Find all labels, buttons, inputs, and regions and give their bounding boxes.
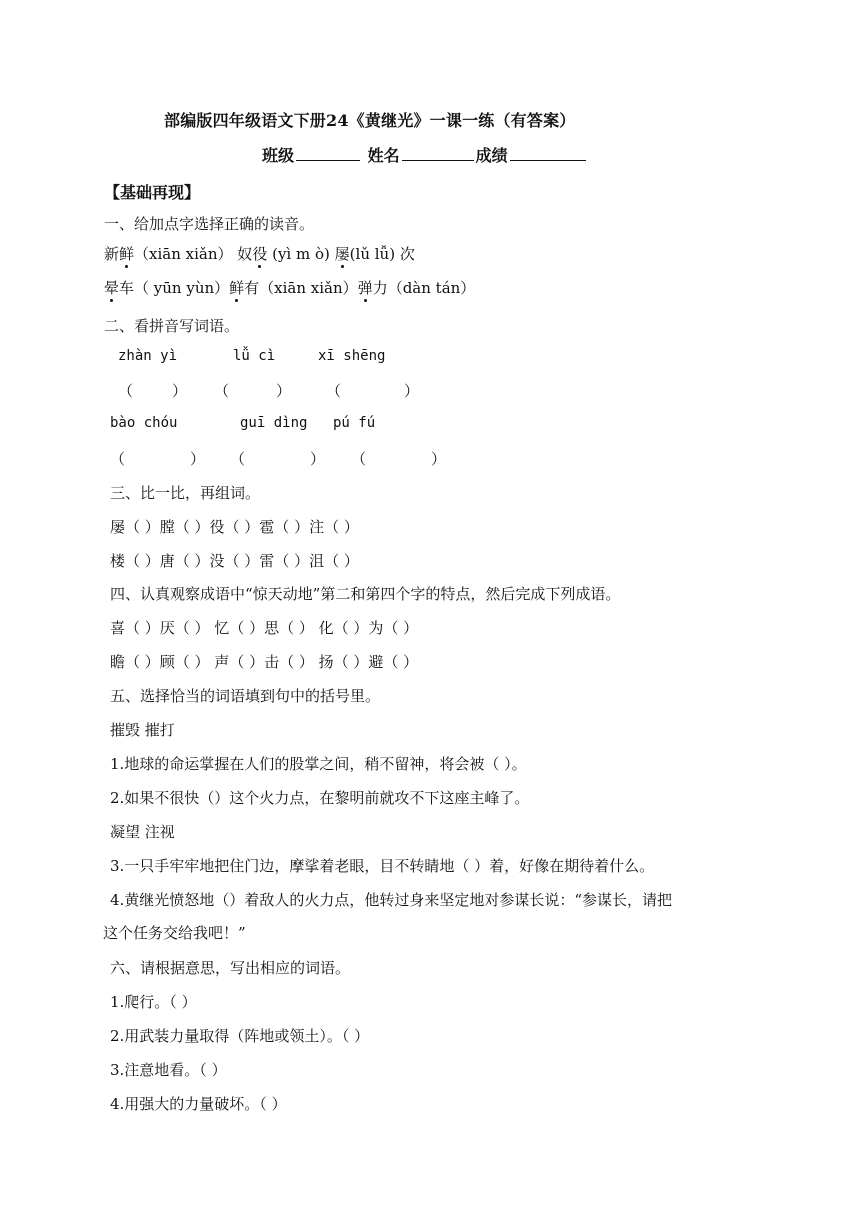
q5-sentence-1: 1.地球的命运掌握在人们的股掌之间，稍不留神，将会被（ ）。 xyxy=(110,755,527,773)
name-label: 姓名 xyxy=(367,146,400,165)
q1-row2 xyxy=(104,277,475,298)
class-blank xyxy=(296,144,360,161)
q1-pinyin-choice: 有（xiān xiǎn） xyxy=(244,279,358,297)
q5-sentence-2: 2.如果不很快（）这个火力点，在黎明前就攻不下这座主峰了。 xyxy=(110,789,530,807)
q3-row2: 楼（ ）唐（ ）没（ ）雷（ ）沮（ ） xyxy=(110,552,359,570)
q1-text: 奴 xyxy=(232,245,253,263)
name-blank xyxy=(402,144,474,161)
q3-row1: 屡（ ）膛（ ）役（ ）雹（ ）注（ ） xyxy=(110,518,359,536)
answer-paren-close: ） xyxy=(276,382,292,400)
q4-row2: 瞻（ ）顾（ ） 声（ ）击（ ） 扬（ ）避（ ） xyxy=(110,653,419,671)
answer-paren-open: （ xyxy=(118,382,134,400)
q1-pinyin-choice: (lǔ lǚ) 次 xyxy=(349,245,415,263)
student-info-line xyxy=(262,143,588,166)
q1-pinyin-choice: （xiān xiǎn） xyxy=(134,245,233,263)
dotted-char: 鲜 xyxy=(229,279,245,297)
answer-paren-close: ） xyxy=(172,382,188,400)
pinyin-4: bào chóu xyxy=(110,415,178,431)
answer-paren-close: ） xyxy=(310,450,326,468)
answer-paren-close: ） xyxy=(190,450,206,468)
section-basic-heading: 【基础再现】 xyxy=(104,183,201,202)
answer-paren-open: （ xyxy=(326,382,342,400)
q6-item-1: 1.爬行。（ ） xyxy=(110,993,197,1011)
dotted-char: 弹 xyxy=(357,279,373,297)
q5-heading: 五、选择恰当的词语填到句中的括号里。 xyxy=(110,687,381,705)
pinyin-2: lǚ cì xyxy=(233,348,276,364)
dotted-char: 屡 xyxy=(334,245,350,263)
q5-word-options-1: 摧毁 摧打 xyxy=(110,721,175,739)
answer-paren-close: ） xyxy=(404,382,420,400)
pinyin-3: xī shēng xyxy=(318,348,386,364)
q4-heading: 四、认真观察成语中“惊天动地”第二和第四个字的特点，然后完成下列成语。 xyxy=(110,585,621,603)
answer-paren-open: （ xyxy=(214,382,230,400)
q5-sentence-4-line1: 4.黄继光愤怒地（）着敌人的火力点，他转过身来坚定地对参谋长说：“参谋长，请把 xyxy=(110,891,672,909)
score-label: 成绩 xyxy=(475,146,508,165)
q6-heading: 六、请根据意思，写出相应的词语。 xyxy=(110,959,351,977)
q6-item-4: 4.用强大的力量破坏。（ ） xyxy=(110,1095,287,1113)
q1-pinyin-choice: (yì m ò) xyxy=(267,245,330,263)
q5-word-options-2: 凝望 注视 xyxy=(110,823,175,841)
answer-paren-close: ） xyxy=(431,450,447,468)
q1-text: 新 xyxy=(104,245,120,263)
q2-heading: 二、看拼音写词语。 xyxy=(104,317,240,335)
answer-paren-open: （ xyxy=(110,450,126,468)
answer-paren-open: （ xyxy=(230,450,246,468)
q6-item-2: 2.用武装力量取得（阵地或领土）。（ ） xyxy=(110,1027,370,1045)
q1-pinyin-choice: 车（ yūn yùn） xyxy=(119,279,230,297)
q6-item-3: 3.注意地看。（ ） xyxy=(110,1061,227,1079)
answer-paren-open: （ xyxy=(351,450,367,468)
q5-sentence-4-line2: 这个任务交给我吧！” xyxy=(103,924,246,942)
q1-row1 xyxy=(104,243,415,264)
dotted-char: 鲜 xyxy=(119,245,135,263)
q1-pinyin-choice: 力（dàn tán） xyxy=(372,279,476,297)
dotted-char: 晕 xyxy=(104,279,120,297)
q5-sentence-3: 3.一只手牢牢地把住门边，摩挲着老眼，目不转睛地（ ）着，好像在期待着什么。 xyxy=(110,857,655,875)
dotted-char: 役 xyxy=(252,245,268,263)
page-title: 部编版四年级语文下册24《黄继光》一课一练（有答案） xyxy=(164,111,576,130)
pinyin-1: zhàn yì xyxy=(118,348,178,364)
pinyin-5: guī dìng xyxy=(240,415,308,431)
q1-heading: 一、给加点字选择正确的读音。 xyxy=(104,215,315,233)
class-label: 班级 xyxy=(262,146,295,165)
pinyin-6: pú fú xyxy=(333,415,376,431)
q4-row1: 喜（ ）厌（ ） 忆（ ）思（ ） 化（ ）为（ ） xyxy=(110,619,419,637)
q3-heading: 三、比一比，再组词。 xyxy=(110,484,261,502)
score-blank xyxy=(510,144,586,161)
